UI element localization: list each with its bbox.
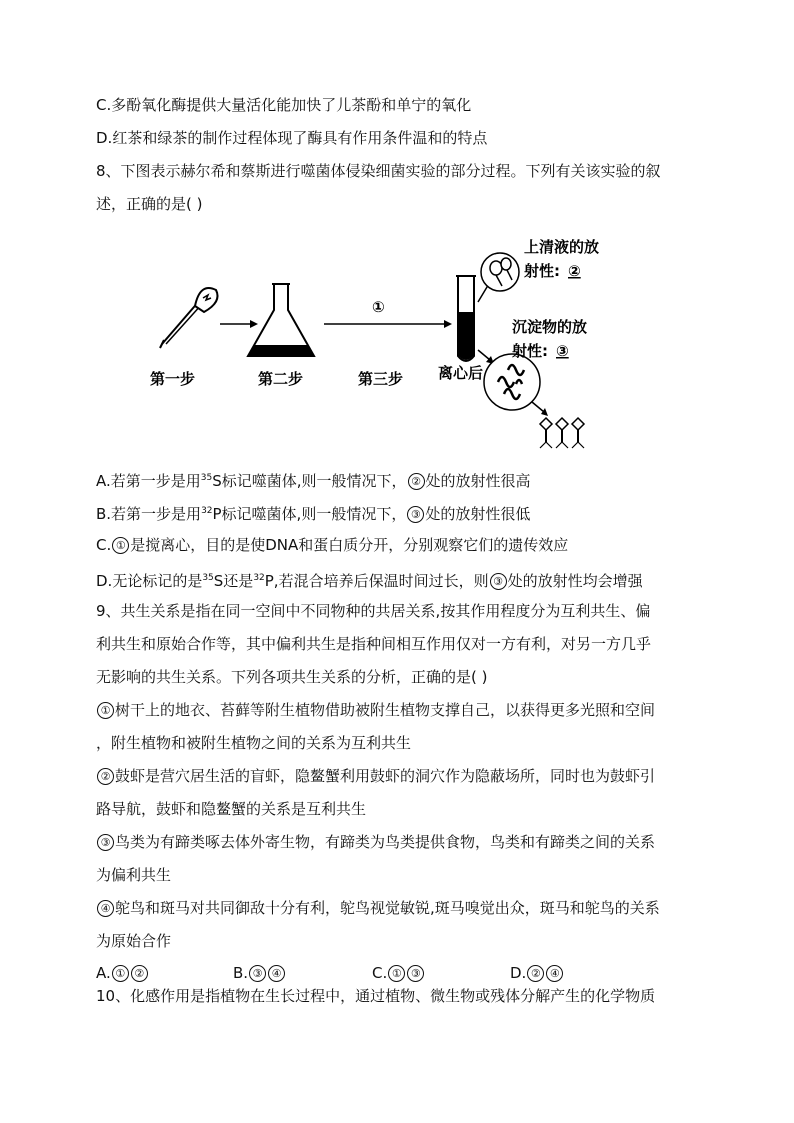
q8-option-d: D.无论标记的是$^{35}$S还是$^{32}$P,若混合培养后保温时间过长，则 ③ 处的放射性均会增强 [96, 572, 643, 590]
q9-choice-b: B. ③ ④ [233, 963, 286, 983]
q8-option-c: C. ① 是搅离心，目的是使DNA和蛋白质分开，分别观察它们的遗传效应 [96, 536, 569, 554]
q9-statement-2-cont: 路导航，鼓虾和隐鳌蟹的关系是互利共生 [96, 800, 367, 818]
q9-statement-2: ② 鼓虾是营穴居生活的盲虾，隐鳌蟹利用鼓虾的洞穴作为隐蔽场所，同时也为鼓虾引 [96, 766, 655, 786]
q9-statement-3: ③ 鸟类为有蹄类啄去体外寄生物，有蹄类为鸟类提供食物，鸟类和有蹄类之间的关系 [96, 832, 655, 852]
precipitate-label-2: 射性: [512, 342, 548, 360]
q9-choice-a: A. ① ② [96, 963, 149, 983]
q9-statement-3-cont: 为偏利共生 [96, 866, 172, 884]
option-c-prev: C.多酚氧化酶提供大量活化能加快了儿茶酚和单宁的氧化 [96, 96, 472, 114]
q9-statement-1-cont: ，附生植物和被附生植物之间的关系为互利共生 [96, 734, 412, 752]
step3-label: 第三步 [358, 370, 404, 388]
test-tube-icon [456, 276, 476, 361]
arrow-step2-to-centrifuge [324, 320, 452, 328]
step2-label: 第二步 [258, 370, 304, 388]
supernatant-label-1: 上清液的放 [524, 238, 600, 256]
q9-statement-4: ④ 鸵鸟和斑马对共同御敌十分有利，鸵鸟视觉敏锐,斑马嗅觉出众，斑马和鸵鸟的关系 [96, 898, 660, 918]
question-9-stem-3: 无影响的共生关系。下列各项共生关系的分析，正确的是( ) [96, 668, 488, 686]
q9-statement-4-cont: 为原始合作 [96, 932, 172, 950]
q9-statement-1: ① 树干上的地衣、苔藓等附生植物借助被附生植物支撑自己，以获得更多光照和空间 [96, 700, 655, 720]
option-d-prev: D.红茶和绿茶的制作过程体现了酶具有作用条件温和的特点 [96, 129, 488, 147]
q9-choice-c: C. ① ③ [372, 963, 425, 983]
arrow-to-progeny [532, 402, 548, 416]
question-10-stem: 10、化感作用是指植物在生长过程中，通过植物、微生物或残体分解产生的化学物质 [96, 987, 656, 1005]
supernatant-circle [481, 253, 519, 291]
centrifuge-label: 离心后 [438, 364, 484, 382]
arrow-step1-to-step2 [220, 320, 258, 328]
question-8-stem-cont: 述，正确的是( ) [96, 195, 203, 213]
question-9-stem-2: 利共生和原始合作等，其中偏利共生是指种间相互作用仅对一方有利，对另一方几乎 [96, 635, 652, 653]
q8-option-a: A.若第一步是用$^{35}$S标记噬菌体,则一般情况下， ② 处的放射性很高 [96, 472, 531, 490]
question-9-stem: 9、共生关系是指在同一空间中不同物种的共居关系,按其作用程度分为互利共生、偏 [96, 602, 651, 620]
dropper-icon [160, 288, 218, 348]
precipitate-mark: ③ [556, 342, 569, 360]
arrow-label: ① [372, 298, 385, 316]
q9-choice-d: D. ② ④ [510, 963, 564, 983]
phage-progeny-icon [540, 418, 584, 448]
phage-experiment-figure [140, 232, 640, 454]
precipitate-label-1: 沉淀物的放 [512, 318, 588, 336]
supernatant-label-2: 射性: [524, 262, 560, 280]
step1-label: 第一步 [150, 370, 196, 388]
q8-option-b: B.若第一步是用$^{32}$P标记噬菌体,则一般情况下， ③ 处的放射性很低 [96, 505, 531, 523]
question-8-stem: 8、下图表示赫尔希和蔡斯进行噬菌体侵染细菌实验的部分过程。下列有关该实验的叙 [96, 162, 661, 180]
flask-icon [248, 284, 314, 356]
supernatant-mark: ② [568, 262, 581, 280]
precipitate-circle [484, 354, 540, 410]
